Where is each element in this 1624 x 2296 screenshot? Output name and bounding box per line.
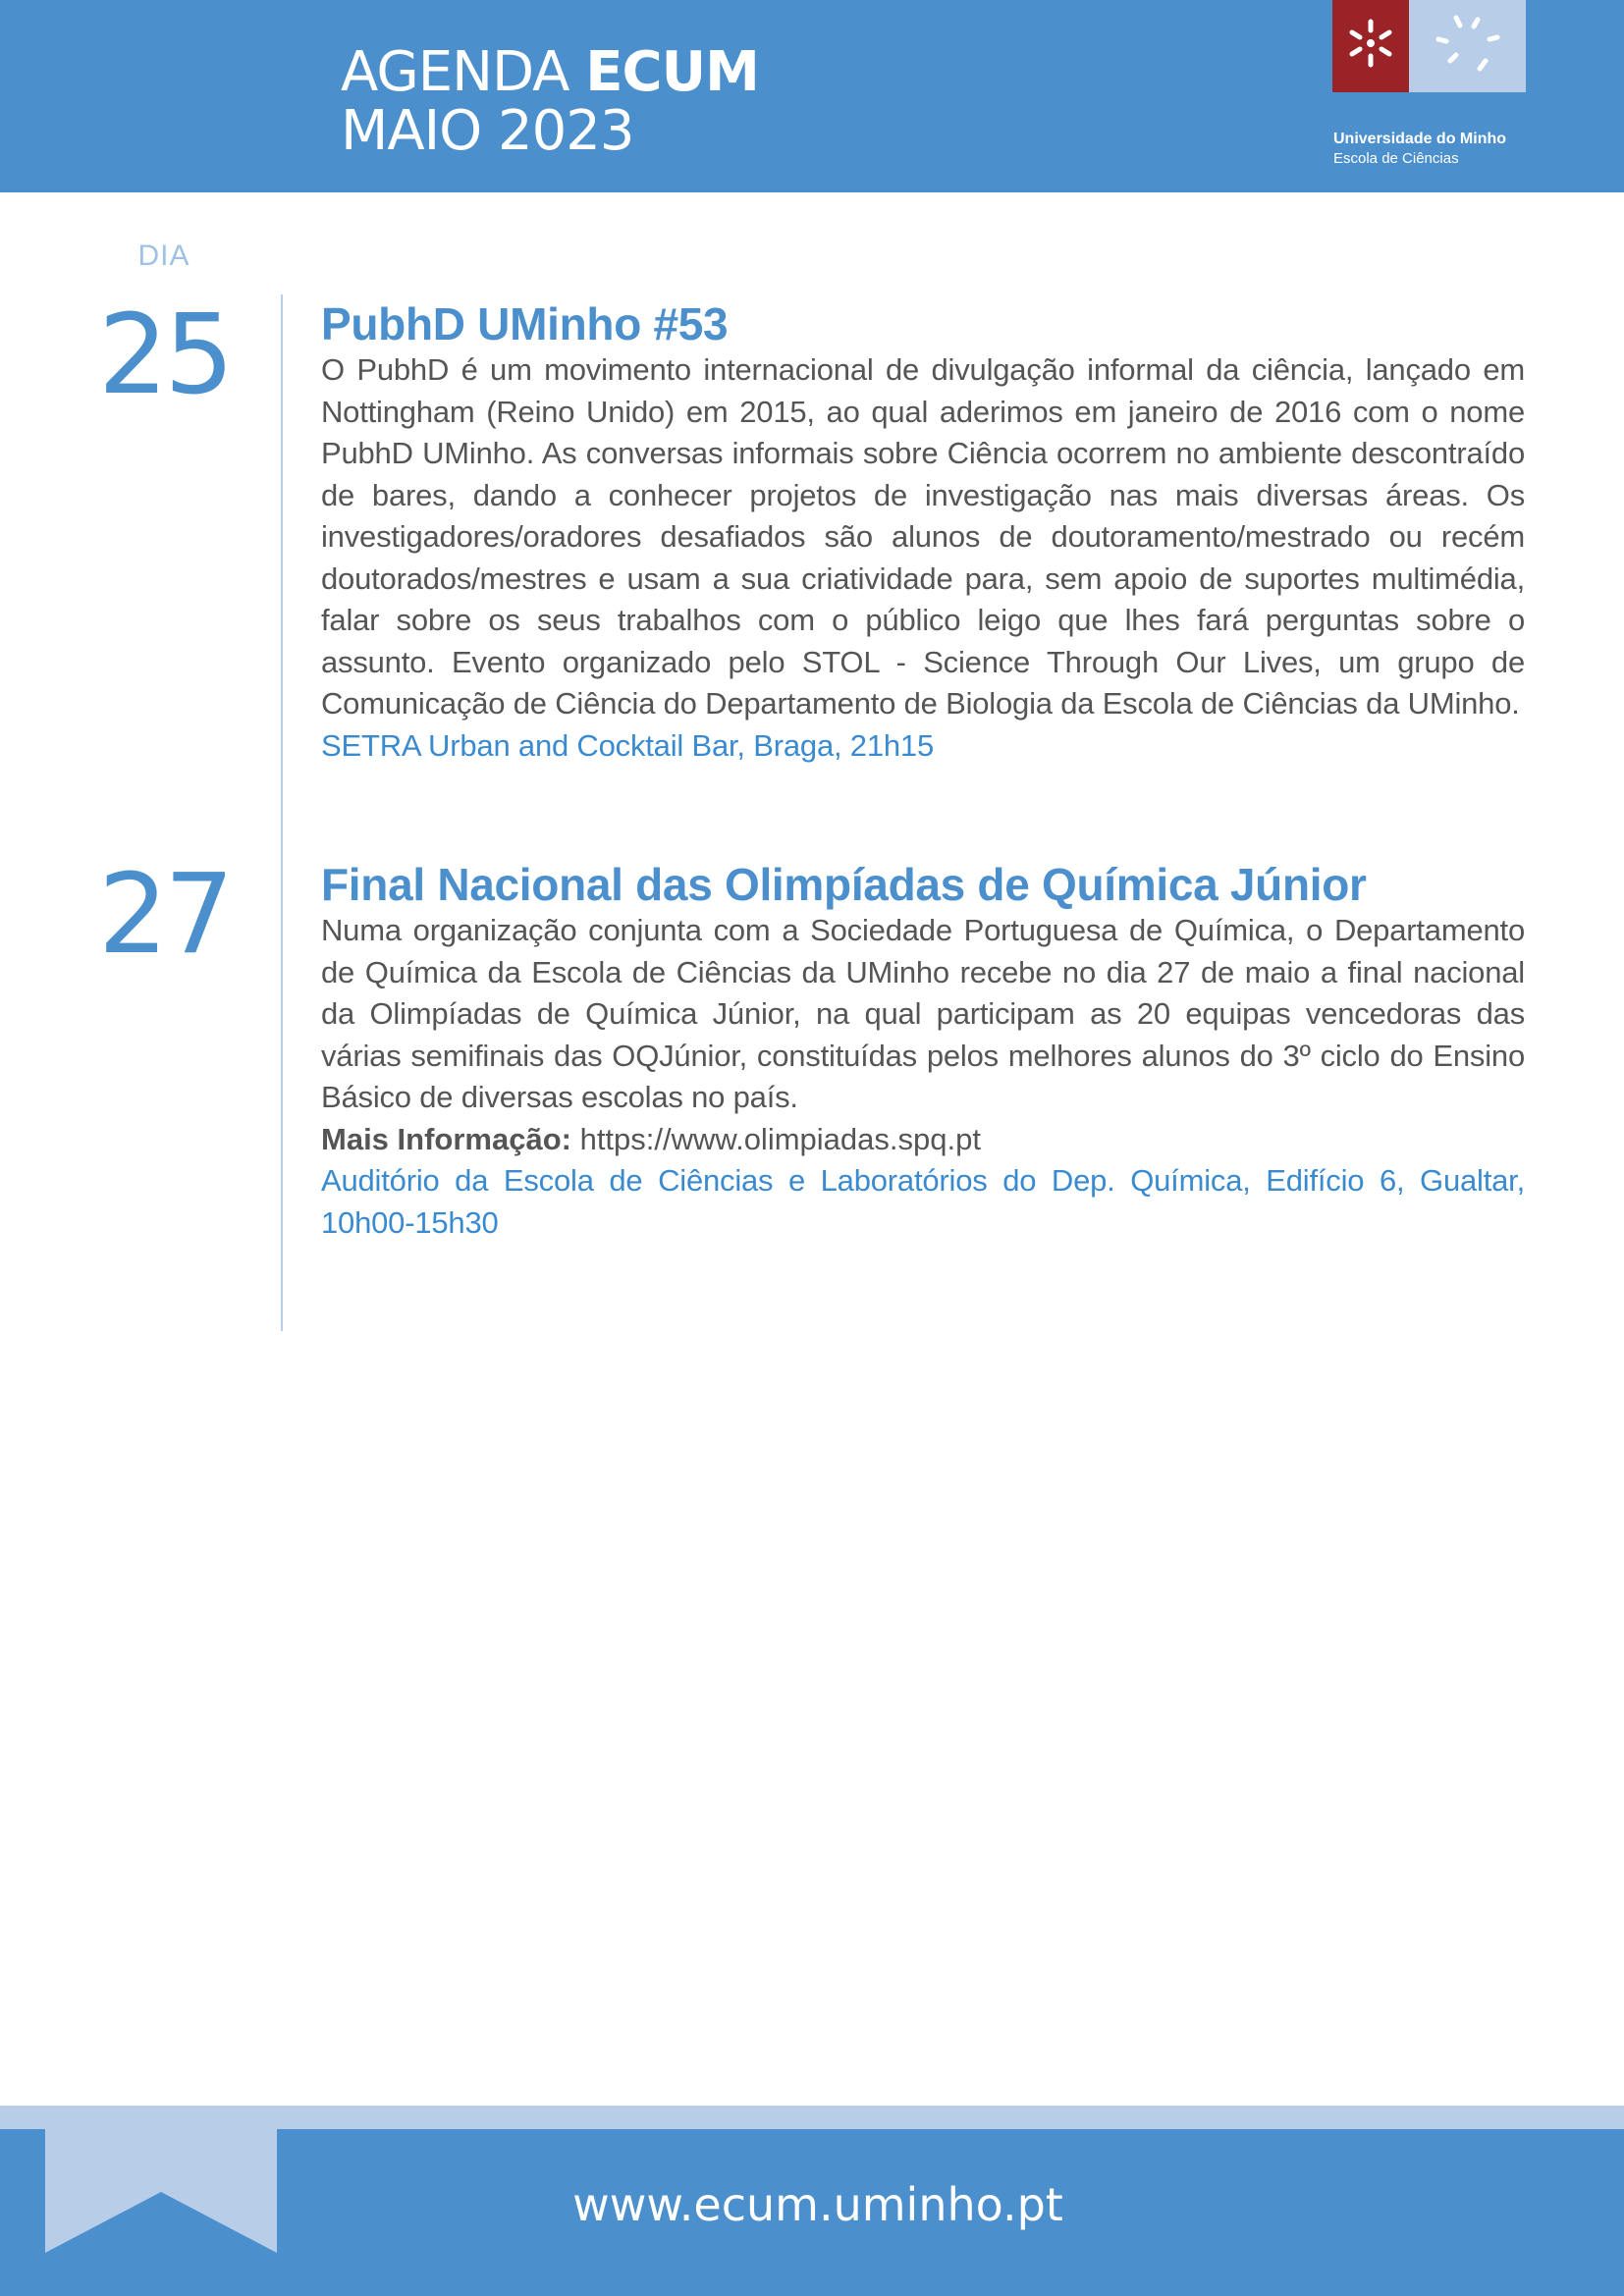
event-title: PubhD UMinho #53 xyxy=(321,298,729,349)
university-name: Universidade do Minho xyxy=(1333,131,1507,147)
event-day-number: 25 xyxy=(98,292,231,419)
agenda-month: MAIO 2023 xyxy=(341,99,634,163)
school-name: Escola de Ciências xyxy=(1333,150,1459,167)
timeline-divider xyxy=(281,294,283,1331)
page-header xyxy=(0,0,1624,192)
footer-website-link[interactable]: www.ecum.uminho.pt xyxy=(572,2178,1063,2231)
more-info-url[interactable]: https://www.olimpiadas.spq.pt xyxy=(579,1121,981,1156)
footer-accent-strip xyxy=(0,2106,1624,2129)
more-info xyxy=(321,1119,1525,1161)
event-day-number: 27 xyxy=(98,851,231,979)
event-location: Auditório da Escola de Ciências e Laboratórios do Dep. Química, Edifício 6, Gualtar, 10h00-15h30 xyxy=(321,1163,1525,1240)
school-logo-icon xyxy=(1409,0,1526,92)
event-location: SETRA Urban and Cocktail Bar, Braga, 21h15 xyxy=(321,727,935,763)
event-title: Final Nacional das Olimpíadas de Química Júnior xyxy=(321,859,1367,910)
agenda-title-bold: ECUM xyxy=(585,40,759,104)
more-info-label: Mais Informação: xyxy=(321,1121,571,1156)
agenda-title-prefix: AGENDA xyxy=(341,40,569,104)
event-description: Numa organização conjunta com a Sociedade Portuguesa de Química, o Departamento de Química da Escola de Ciências da UMinho recebe no dia 27 de maio a final nacional da Olimpíadas de Química Júnior, na qual participam as 20 equipas vencedoras das várias semifinais das OQJúnior, constituídas pelos melhores alunos do 3º ciclo do Ensino Básico de diversas escolas no país. xyxy=(321,913,1525,1114)
event-description: O PubhD é um movimento internacional de divulgação informal da ciência, lançado em Nottingham (Reino Unido) em 2015, ao qual aderimos em janeiro de 2016 com o nome PubhD UMinho. As conversas informais sobre Ciência ocorrem no ambiente descontraído de bares, dando a conhecer projetos de investigação nas mais diversas áreas. Os investigadores/oradores desafiados são alunos de doutoramento/mestrado ou recém doutorados/mestres e usam a sua criatividade para, sem apoio de suportes multimédia, falar sobre os seus trabalhos com o público leigo que lhes fará perguntas sobre o assunto. Evento organizado pelo STOL - Science Through Our Lives, um grupo de Comunicação de Ciência do Departamento de Biologia da Escola de Ciências da UMinho. xyxy=(321,352,1525,721)
agenda-title xyxy=(341,40,759,104)
day-column-label: DIA xyxy=(137,240,190,272)
uminho-logo-icon xyxy=(1332,0,1409,92)
event-item xyxy=(321,298,1525,767)
event-item xyxy=(321,859,1525,1244)
